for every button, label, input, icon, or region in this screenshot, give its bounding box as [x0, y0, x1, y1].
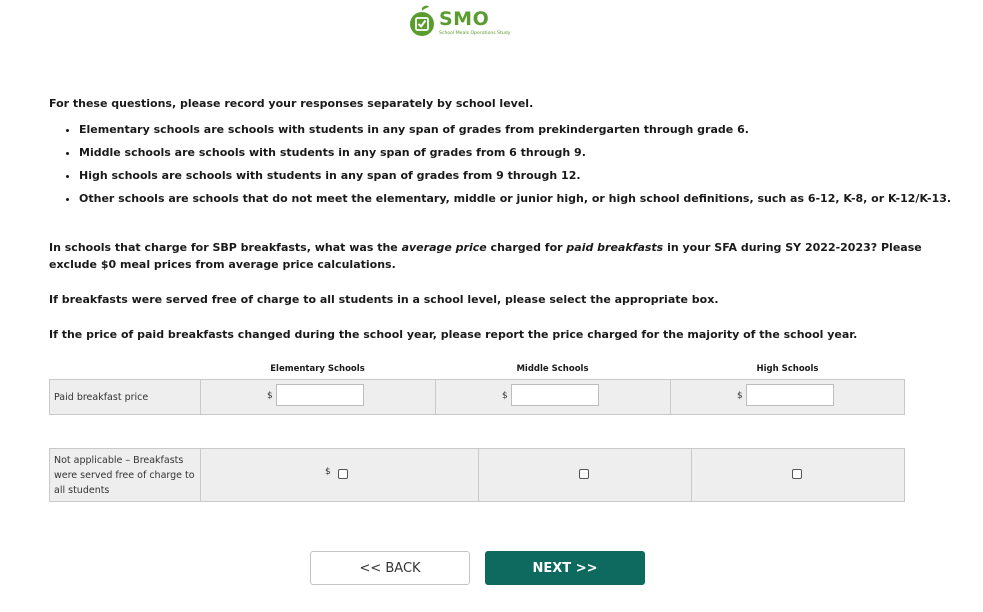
question-part: charged for [486, 241, 567, 254]
high-free-checkbox[interactable] [792, 469, 802, 479]
bullet-middle: • Middle schools are schools with students in any span of grades from 6 through 9. [79, 141, 951, 164]
question-emphasis: paid breakfasts [566, 241, 664, 254]
question-part: in your SFA during SY 2022-2023? Please exclude $0 meal prices from average price calculations. [49, 241, 922, 271]
column-header-middle: Middle Schools [516, 364, 589, 374]
currency-symbol: $ [267, 391, 273, 401]
bullet-other: • Other schools are schools that do not meet the elementary, middle or junior high, or high school definitions, such as 6-12, K-8, or K-12/K-13. [79, 187, 951, 210]
intro-text: For these questions, please record your responses separately by school level. [49, 97, 534, 110]
column-header-high: High Schools [756, 364, 819, 374]
high-price-input[interactable] [746, 384, 834, 406]
question-text [49, 239, 929, 273]
na-row-label: Not applicable – Breakfasts were served free of charge to all students [50, 449, 201, 502]
back-button[interactable]: << BACK [310, 551, 470, 585]
apple-check-icon [409, 5, 435, 37]
logo-subtitle: School Meals Operations Study [439, 31, 511, 36]
middle-price-input[interactable] [511, 384, 599, 406]
currency-symbol: $ [325, 467, 331, 477]
elementary-price-input[interactable] [276, 384, 364, 406]
note-price-change: If the price of paid breakfasts changed during the school year, please report the price charged for the majority of the school year. [49, 328, 858, 341]
question-part: In schools that charge for SBP breakfasts, what was the [49, 241, 402, 254]
note-free: If breakfasts were served free of charge to all students in a school level, please select the appropriate box. [49, 293, 719, 306]
school-level-definitions [49, 118, 951, 210]
bullet-high: • High schools are schools with students in any span of grades from 9 through 12. [79, 164, 951, 187]
price-row-label: Paid breakfast price [50, 380, 201, 415]
currency-symbol: $ [502, 391, 508, 401]
na-row-table [49, 448, 905, 502]
logo-title: SMO [439, 8, 490, 30]
column-header-elementary: Elementary Schools [270, 364, 365, 374]
bullet-elementary: • Elementary schools are schools with students in any span of grades from prekindergarten through grade 6. [79, 118, 951, 141]
middle-free-checkbox[interactable] [579, 469, 589, 479]
currency-symbol: $ [737, 391, 743, 401]
elementary-free-checkbox[interactable] [338, 469, 348, 479]
next-button[interactable]: NEXT >> [485, 551, 645, 585]
question-emphasis: average price [401, 241, 487, 254]
